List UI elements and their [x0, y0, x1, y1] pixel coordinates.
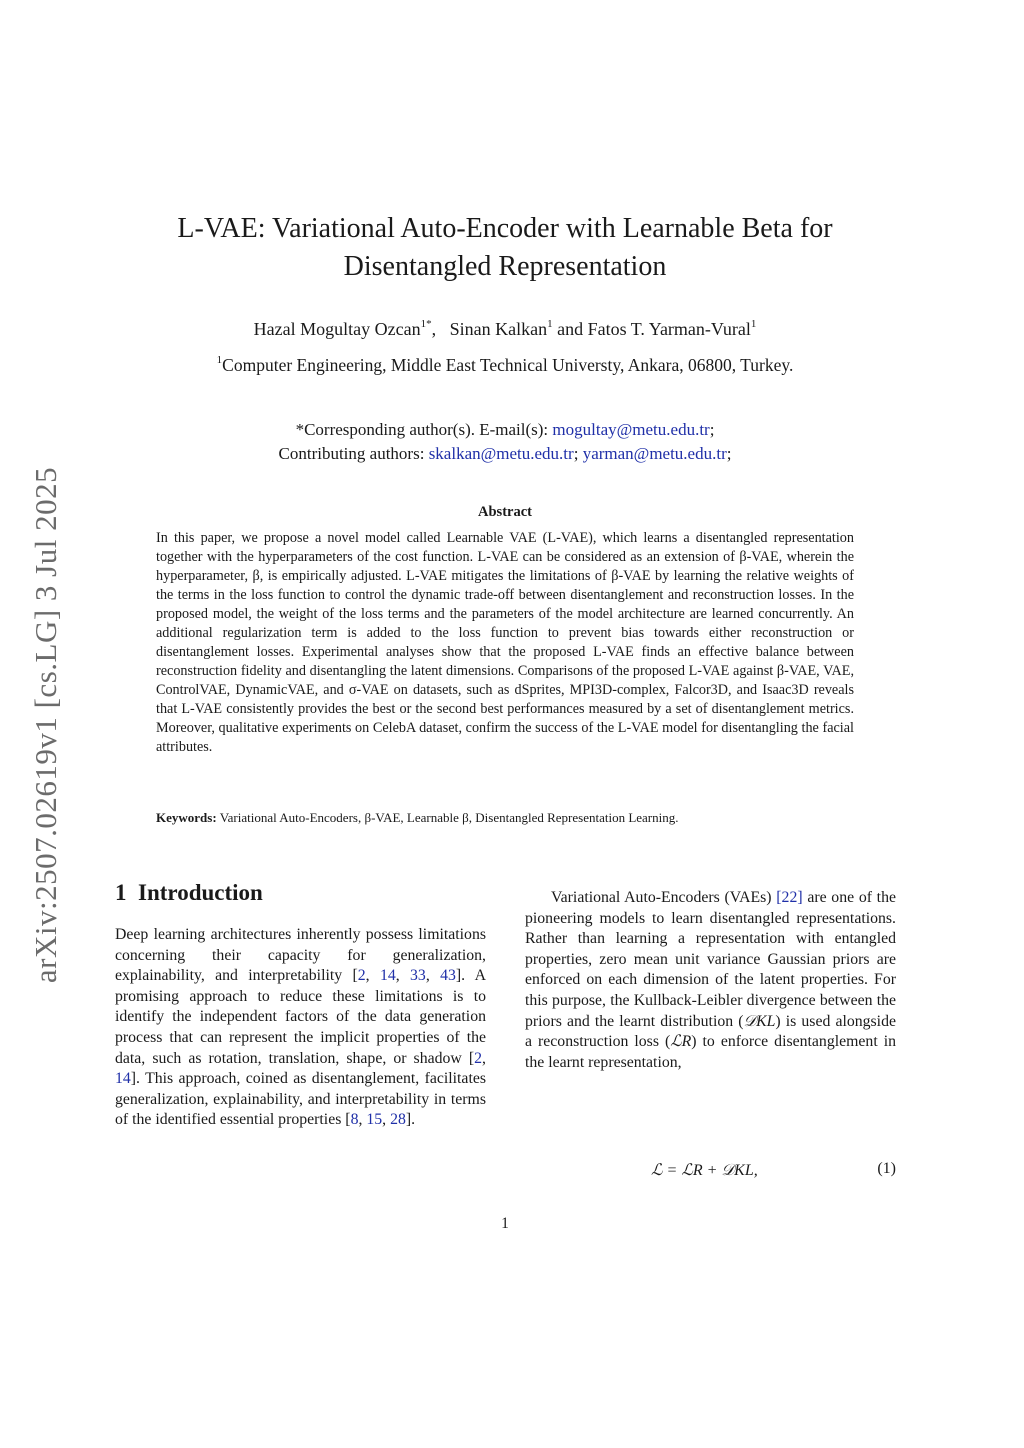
author-3-sup: 1 — [750, 318, 757, 330]
contributing-email-link-1[interactable]: skalkan@metu.edu.tr — [428, 444, 574, 463]
citation-link[interactable]: 14 — [379, 967, 396, 985]
section-heading — [115, 880, 263, 906]
intro-left-text-2: ]. A promising approach to reduce these limitations is to identify the independent factors of the data generation process that can represent the implicit properties of the data, such as rotation, translation, shape, or shadow [ — [115, 967, 487, 1067]
citation-link[interactable]: 43 — [440, 967, 456, 985]
affiliation-text: Computer Engineering, Middle East Technical Universty, Ankara, 06800, Turkey. — [222, 355, 794, 375]
corresponding-email-link[interactable]: mogultay@metu.edu.tr — [552, 420, 710, 439]
intro-left-text-4: ]. — [405, 1111, 416, 1129]
citation-link[interactable]: 15 — [366, 1111, 383, 1129]
contributing-suffix: ; — [726, 444, 732, 463]
email-separator: ; — [573, 444, 579, 463]
corresponding-label: *Corresponding author(s). E-mail(s): — [295, 420, 549, 439]
intro-left-paragraph: Deep learning architectures inherently possess limitations concerning their capacity for generalization, explainability, and interpretability [2, 14, 33, 43]. A promising approach to reduce these limitations is to identify the independent factors of the data generation process that can represent the implicit properties of the data, such as rotation, translation, shape, or shadow [2, 14]. This approach, coined as disentanglement, facilitates generalization, explainability, and interpretability in terms of the identified essential properties [8, 15, 28]. — [115, 926, 487, 1129]
affiliation-sup: 1 — [216, 354, 223, 366]
intro-right-text-4: ) to enforce disentanglement in the learnt representation, — [525, 1033, 896, 1071]
equation-expression: ℒ = ℒR + 𝒟KL, — [651, 1162, 758, 1179]
author-2-name: Sinan Kalkan — [449, 319, 548, 339]
citation-link[interactable]: 2 — [474, 1049, 483, 1067]
intro-right-text-2: are one of the pioneering models to learn disentangled representations. Rather than learning a representation with entangled properties, zero mean unit variance Gaussian priors are enforced on each dimension of the latent properties. For this purpose, the Kullback-Leibler divergence between the priors and the learnt distribution ( — [525, 889, 896, 1030]
title-line-1: L-VAE: Variational Auto-Encoder with Learnable Beta for — [177, 213, 833, 244]
contributing-label: Contributing authors: — [278, 444, 425, 463]
intro-right-text-3: ) is used alongside a reconstruction loss ( — [525, 1012, 896, 1051]
corresponding-suffix: ; — [709, 420, 715, 439]
contributing-line — [120, 442, 890, 466]
affiliation — [120, 352, 890, 378]
author-1-sup: 1* — [420, 318, 432, 330]
title-line-2: Disentangled Representation — [343, 251, 667, 282]
arxiv-identifier — [18, 440, 74, 1010]
abstract-text: In this paper, we propose a novel model called Learnable VAE (L-VAE), which learns a disentangled representation together with the hyperparameters of the cost function. L-VAE can be considered as an extension of β-VAE, wherein the hyperparameter, β, is empirically adjusted. L-VAE mitigates the limitations of β-VAE by learning the relative weights of the terms in the loss function to control the dynamic trade-off between disentanglement and reconstruction losses. In the proposed model, the weight of the loss terms and the parameters of the model architecture are learned concurrently. An additional regularization term is added to the loss function to prevent bias towards either reconstruction or disentanglement losses. Experimental analyses show that the proposed L-VAE finds an effective balance between reconstruction fidelity and disentangling the latent dimensions. Comparisons of the proposed L-VAE against β-VAE, VAE, ControlVAE, DynamicVAE, and σ-VAE on datasets, such as dSprites, MPI3D-complex, Falcor3D, and Isaac3D reveals that L-VAE consistently provides the best or the second best performances measured by a set of disentanglement metrics. Moreover, qualitative experiments on CelebA dataset, confirm the success of the L-VAE model for disentangling the facial attributes. — [156, 530, 854, 755]
author-and: and — [557, 319, 584, 339]
citation-link[interactable]: 2 — [357, 967, 366, 985]
contributing-email-link-2[interactable]: yarman@metu.edu.tr — [582, 444, 727, 463]
section-number: 1 — [115, 880, 127, 905]
author-3-name: Fatos T. Yarman-Vural — [587, 319, 751, 339]
correspondence-block — [120, 418, 890, 466]
equation-number: (1) — [877, 1160, 896, 1177]
abstract-heading: Abstract — [478, 504, 532, 520]
citation-link[interactable]: 14 — [115, 1070, 131, 1088]
math-lr: ℒR — [670, 1033, 692, 1051]
intro-right-text-1: Variational Auto-Encoders (VAEs) — [551, 889, 777, 906]
intro-left-text-3: ]. This approach, coined as disentanglement, facilitates generalization, explainability, and interpretability in terms of the identified essential properties [ — [115, 1070, 486, 1129]
intro-right-paragraph — [525, 888, 896, 1073]
citation-link[interactable]: 33 — [410, 967, 426, 985]
keywords — [156, 808, 854, 827]
citation-link[interactable]: 28 — [390, 1111, 406, 1129]
intro-left-text-1: Deep learning architectures inherently possess limitations concerning their capacity for generalization, explainability, and interpretability [ — [115, 926, 486, 985]
keywords-text: Variational Auto-Encoders, β-VAE, Learnable β, Disentangled Representation Learning. — [219, 810, 679, 825]
equation-1 — [525, 1160, 896, 1182]
arxiv-id-text: arXiv:2507.02619v1 [cs.LG] 3 Jul 2025 — [28, 466, 64, 984]
section-title: Introduction — [138, 880, 263, 905]
author-2-sup: 1 — [547, 318, 553, 330]
author-separator: , — [431, 319, 437, 339]
keywords-label: Keywords: — [156, 810, 217, 825]
citation-link[interactable]: 8 — [350, 1111, 359, 1129]
paper-title — [120, 210, 890, 286]
page-number: 1 — [501, 1215, 509, 1232]
math-dkl: 𝒟KL — [743, 1012, 776, 1030]
corresponding-line — [120, 418, 890, 442]
author-list — [120, 316, 890, 342]
author-1-name: Hazal Mogultay Ozcan — [253, 319, 421, 339]
citation-link[interactable]: [22] — [776, 889, 803, 906]
